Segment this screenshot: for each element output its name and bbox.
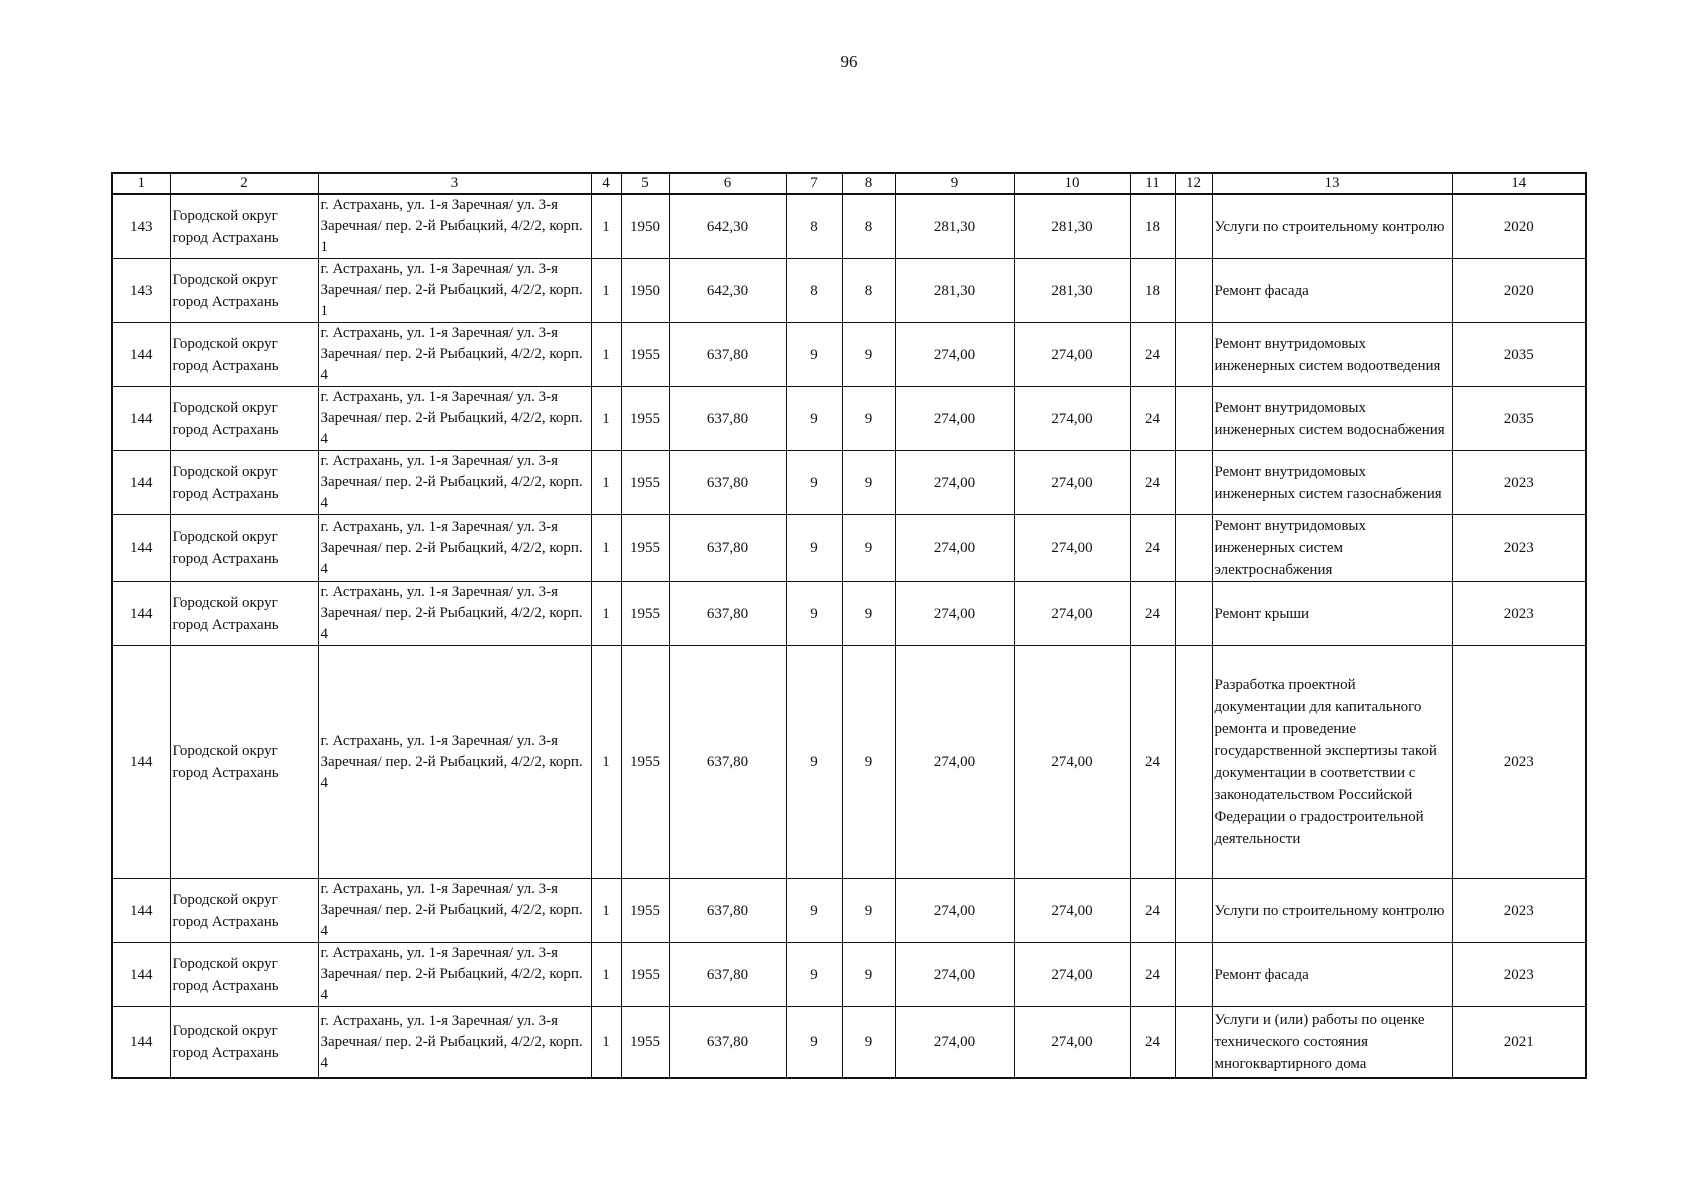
column-number-row — [112, 173, 1586, 194]
year-built-cell: 1955 — [621, 515, 669, 582]
col8-cell: 9 — [842, 515, 895, 582]
col9-area-cell: 274,00 — [895, 582, 1014, 646]
col4-cell: 1 — [591, 323, 621, 387]
address-cell: г. Астрахань, ул. 1-я Заречная/ ул. 3-я Заречная/ пер. 2-й Рыбацкий, 4/2/2, корп. 4 — [318, 646, 591, 879]
col11-cell: 24 — [1130, 943, 1175, 1007]
total-area-cell: 637,80 — [669, 323, 786, 387]
table-row — [112, 879, 1586, 943]
col9-area-cell: 274,00 — [895, 879, 1014, 943]
col7-cell: 9 — [786, 451, 842, 515]
capital-repair-table — [111, 172, 1587, 1079]
col9-area-cell: 281,30 — [895, 194, 1014, 259]
row-number-cell: 144 — [112, 451, 170, 515]
column-number-header: 1 — [112, 173, 170, 194]
total-area-cell: 642,30 — [669, 259, 786, 323]
col8-cell: 9 — [842, 1007, 895, 1079]
col10-area-cell: 274,00 — [1014, 323, 1130, 387]
column-number-header: 10 — [1014, 173, 1130, 194]
col7-cell: 9 — [786, 943, 842, 1007]
column-number-header: 14 — [1452, 173, 1586, 194]
col7-cell: 8 — [786, 259, 842, 323]
col7-cell: 9 — [786, 387, 842, 451]
year-built-cell: 1955 — [621, 1007, 669, 1079]
work-type-cell: Ремонт фасада — [1212, 943, 1452, 1007]
year-built-cell: 1955 — [621, 323, 669, 387]
planned-year-cell: 2023 — [1452, 515, 1586, 582]
year-built-cell: 1950 — [621, 259, 669, 323]
col4-cell: 1 — [591, 451, 621, 515]
table-row — [112, 646, 1586, 879]
row-number-cell: 144 — [112, 582, 170, 646]
col11-cell: 24 — [1130, 515, 1175, 582]
total-area-cell: 637,80 — [669, 1007, 786, 1079]
col4-cell: 1 — [591, 194, 621, 259]
column-number-header: 11 — [1130, 173, 1175, 194]
col12-cell — [1175, 323, 1212, 387]
total-area-cell: 637,80 — [669, 582, 786, 646]
row-number-cell: 144 — [112, 387, 170, 451]
table-row — [112, 259, 1586, 323]
planned-year-cell: 2020 — [1452, 259, 1586, 323]
table-body — [112, 194, 1586, 1078]
col10-area-cell: 274,00 — [1014, 387, 1130, 451]
col10-area-cell: 274,00 — [1014, 1007, 1130, 1079]
row-number-cell: 144 — [112, 515, 170, 582]
col8-cell: 9 — [842, 582, 895, 646]
col8-cell: 9 — [842, 387, 895, 451]
col11-cell: 24 — [1130, 1007, 1175, 1079]
row-number-cell: 143 — [112, 259, 170, 323]
col12-cell — [1175, 582, 1212, 646]
planned-year-cell: 2035 — [1452, 387, 1586, 451]
col7-cell: 9 — [786, 515, 842, 582]
total-area-cell: 637,80 — [669, 451, 786, 515]
total-area-cell: 637,80 — [669, 515, 786, 582]
col11-cell: 24 — [1130, 582, 1175, 646]
municipality-cell: Городской округ город Астрахань — [170, 194, 318, 259]
col10-area-cell: 281,30 — [1014, 194, 1130, 259]
column-number-header: 8 — [842, 173, 895, 194]
address-cell: г. Астрахань, ул. 1-я Заречная/ ул. 3-я Заречная/ пер. 2-й Рыбацкий, 4/2/2, корп. 4 — [318, 943, 591, 1007]
col9-area-cell: 274,00 — [895, 646, 1014, 879]
planned-year-cell: 2023 — [1452, 943, 1586, 1007]
planned-year-cell: 2023 — [1452, 646, 1586, 879]
planned-year-cell: 2023 — [1452, 879, 1586, 943]
column-number-header: 12 — [1175, 173, 1212, 194]
col10-area-cell: 274,00 — [1014, 879, 1130, 943]
col12-cell — [1175, 879, 1212, 943]
municipality-cell: Городской округ город Астрахань — [170, 1007, 318, 1079]
total-area-cell: 637,80 — [669, 943, 786, 1007]
planned-year-cell: 2023 — [1452, 451, 1586, 515]
year-built-cell: 1955 — [621, 387, 669, 451]
col11-cell: 18 — [1130, 259, 1175, 323]
table-row — [112, 1007, 1586, 1079]
row-number-cell: 144 — [112, 943, 170, 1007]
column-number-header: 5 — [621, 173, 669, 194]
col12-cell — [1175, 259, 1212, 323]
address-cell: г. Астрахань, ул. 1-я Заречная/ ул. 3-я Заречная/ пер. 2-й Рыбацкий, 4/2/2, корп. 1 — [318, 259, 591, 323]
column-number-header: 3 — [318, 173, 591, 194]
planned-year-cell: 2021 — [1452, 1007, 1586, 1079]
municipality-cell: Городской округ город Астрахань — [170, 259, 318, 323]
work-type-cell: Ремонт фасада — [1212, 259, 1452, 323]
table-row — [112, 943, 1586, 1007]
col12-cell — [1175, 194, 1212, 259]
col12-cell — [1175, 1007, 1212, 1079]
table-row — [112, 387, 1586, 451]
col8-cell: 9 — [842, 943, 895, 1007]
col12-cell — [1175, 943, 1212, 1007]
year-built-cell: 1955 — [621, 879, 669, 943]
col9-area-cell: 274,00 — [895, 943, 1014, 1007]
address-cell: г. Астрахань, ул. 1-я Заречная/ ул. 3-я Заречная/ пер. 2-й Рыбацкий, 4/2/2, корп. 4 — [318, 323, 591, 387]
row-number-cell: 144 — [112, 879, 170, 943]
col12-cell — [1175, 515, 1212, 582]
row-number-cell: 143 — [112, 194, 170, 259]
col10-area-cell: 274,00 — [1014, 943, 1130, 1007]
col7-cell: 8 — [786, 194, 842, 259]
municipality-cell: Городской округ город Астрахань — [170, 582, 318, 646]
table-row — [112, 323, 1586, 387]
col7-cell: 9 — [786, 1007, 842, 1079]
col10-area-cell: 281,30 — [1014, 259, 1130, 323]
year-built-cell: 1955 — [621, 943, 669, 1007]
municipality-cell: Городской округ город Астрахань — [170, 387, 318, 451]
col9-area-cell: 274,00 — [895, 323, 1014, 387]
row-number-cell: 144 — [112, 646, 170, 879]
municipality-cell: Городской округ город Астрахань — [170, 879, 318, 943]
col7-cell: 9 — [786, 879, 842, 943]
year-built-cell: 1955 — [621, 582, 669, 646]
table-row — [112, 515, 1586, 582]
work-type-cell: Услуги по строительному контролю — [1212, 194, 1452, 259]
col12-cell — [1175, 646, 1212, 879]
column-number-header: 13 — [1212, 173, 1452, 194]
col4-cell: 1 — [591, 387, 621, 451]
work-type-cell: Ремонт внутридомовых инженерных систем газоснабжения — [1212, 451, 1452, 515]
work-type-cell: Услуги и (или) работы по оценке технического состояния многоквартирного дома — [1212, 1007, 1452, 1079]
col11-cell: 24 — [1130, 879, 1175, 943]
col11-cell: 18 — [1130, 194, 1175, 259]
work-type-cell: Разработка проектной документации для капитального ремонта и проведение государственной экспертизы такой документации в соответствии с законодательством Российской Федерации о градостроительной деятельности — [1212, 646, 1452, 879]
col4-cell: 1 — [591, 1007, 621, 1079]
col11-cell: 24 — [1130, 451, 1175, 515]
work-type-cell: Услуги по строительному контролю — [1212, 879, 1452, 943]
col7-cell: 9 — [786, 323, 842, 387]
col8-cell: 8 — [842, 194, 895, 259]
address-cell: г. Астрахань, ул. 1-я Заречная/ ул. 3-я Заречная/ пер. 2-й Рыбацкий, 4/2/2, корп. 4 — [318, 879, 591, 943]
col9-area-cell: 274,00 — [895, 1007, 1014, 1079]
col4-cell: 1 — [591, 259, 621, 323]
work-type-cell: Ремонт внутридомовых инженерных систем водоснабжения — [1212, 387, 1452, 451]
col10-area-cell: 274,00 — [1014, 582, 1130, 646]
municipality-cell: Городской округ город Астрахань — [170, 646, 318, 879]
col10-area-cell: 274,00 — [1014, 451, 1130, 515]
work-type-cell: Ремонт внутридомовых инженерных систем водоотведения — [1212, 323, 1452, 387]
col7-cell: 9 — [786, 582, 842, 646]
col8-cell: 9 — [842, 646, 895, 879]
col9-area-cell: 274,00 — [895, 451, 1014, 515]
col9-area-cell: 274,00 — [895, 387, 1014, 451]
total-area-cell: 637,80 — [669, 879, 786, 943]
col11-cell: 24 — [1130, 387, 1175, 451]
col10-area-cell: 274,00 — [1014, 515, 1130, 582]
col4-cell: 1 — [591, 515, 621, 582]
col8-cell: 9 — [842, 323, 895, 387]
col12-cell — [1175, 451, 1212, 515]
col12-cell — [1175, 387, 1212, 451]
year-built-cell: 1950 — [621, 194, 669, 259]
year-built-cell: 1955 — [621, 451, 669, 515]
total-area-cell: 642,30 — [669, 194, 786, 259]
page-number: 96 — [840, 52, 858, 71]
col4-cell: 1 — [591, 582, 621, 646]
total-area-cell: 637,80 — [669, 387, 786, 451]
col4-cell: 1 — [591, 646, 621, 879]
row-number-cell: 144 — [112, 323, 170, 387]
column-number-header: 6 — [669, 173, 786, 194]
col4-cell: 1 — [591, 943, 621, 1007]
work-type-cell: Ремонт крыши — [1212, 582, 1452, 646]
municipality-cell: Городской округ город Астрахань — [170, 323, 318, 387]
planned-year-cell: 2023 — [1452, 582, 1586, 646]
col4-cell: 1 — [591, 879, 621, 943]
planned-year-cell: 2035 — [1452, 323, 1586, 387]
col8-cell: 8 — [842, 259, 895, 323]
col11-cell: 24 — [1130, 646, 1175, 879]
col8-cell: 9 — [842, 879, 895, 943]
table-row — [112, 194, 1586, 259]
col7-cell: 9 — [786, 646, 842, 879]
municipality-cell: Городской округ город Астрахань — [170, 515, 318, 582]
municipality-cell: Городской округ город Астрахань — [170, 943, 318, 1007]
row-number-cell: 144 — [112, 1007, 170, 1079]
year-built-cell: 1955 — [621, 646, 669, 879]
col9-area-cell: 274,00 — [895, 515, 1014, 582]
total-area-cell: 637,80 — [669, 646, 786, 879]
address-cell: г. Астрахань, ул. 1-я Заречная/ ул. 3-я Заречная/ пер. 2-й Рыбацкий, 4/2/2, корп. 4 — [318, 1007, 591, 1079]
address-cell: г. Астрахань, ул. 1-я Заречная/ ул. 3-я Заречная/ пер. 2-й Рыбацкий, 4/2/2, корп. 4 — [318, 451, 591, 515]
col8-cell: 9 — [842, 451, 895, 515]
col11-cell: 24 — [1130, 323, 1175, 387]
address-cell: г. Астрахань, ул. 1-я Заречная/ ул. 3-я Заречная/ пер. 2-й Рыбацкий, 4/2/2, корп. 4 — [318, 515, 591, 582]
municipality-cell: Городской округ город Астрахань — [170, 451, 318, 515]
col9-area-cell: 281,30 — [895, 259, 1014, 323]
column-number-header: 2 — [170, 173, 318, 194]
column-number-header: 4 — [591, 173, 621, 194]
address-cell: г. Астрахань, ул. 1-я Заречная/ ул. 3-я Заречная/ пер. 2-й Рыбацкий, 4/2/2, корп. 4 — [318, 582, 591, 646]
planned-year-cell: 2020 — [1452, 194, 1586, 259]
column-number-header: 7 — [786, 173, 842, 194]
table-row — [112, 451, 1586, 515]
work-type-cell: Ремонт внутридомовых инженерных систем электроснабжения — [1212, 515, 1452, 582]
column-number-header: 9 — [895, 173, 1014, 194]
address-cell: г. Астрахань, ул. 1-я Заречная/ ул. 3-я Заречная/ пер. 2-й Рыбацкий, 4/2/2, корп. 4 — [318, 387, 591, 451]
table-row — [112, 582, 1586, 646]
col10-area-cell: 274,00 — [1014, 646, 1130, 879]
address-cell: г. Астрахань, ул. 1-я Заречная/ ул. 3-я Заречная/ пер. 2-й Рыбацкий, 4/2/2, корп. 1 — [318, 194, 591, 259]
